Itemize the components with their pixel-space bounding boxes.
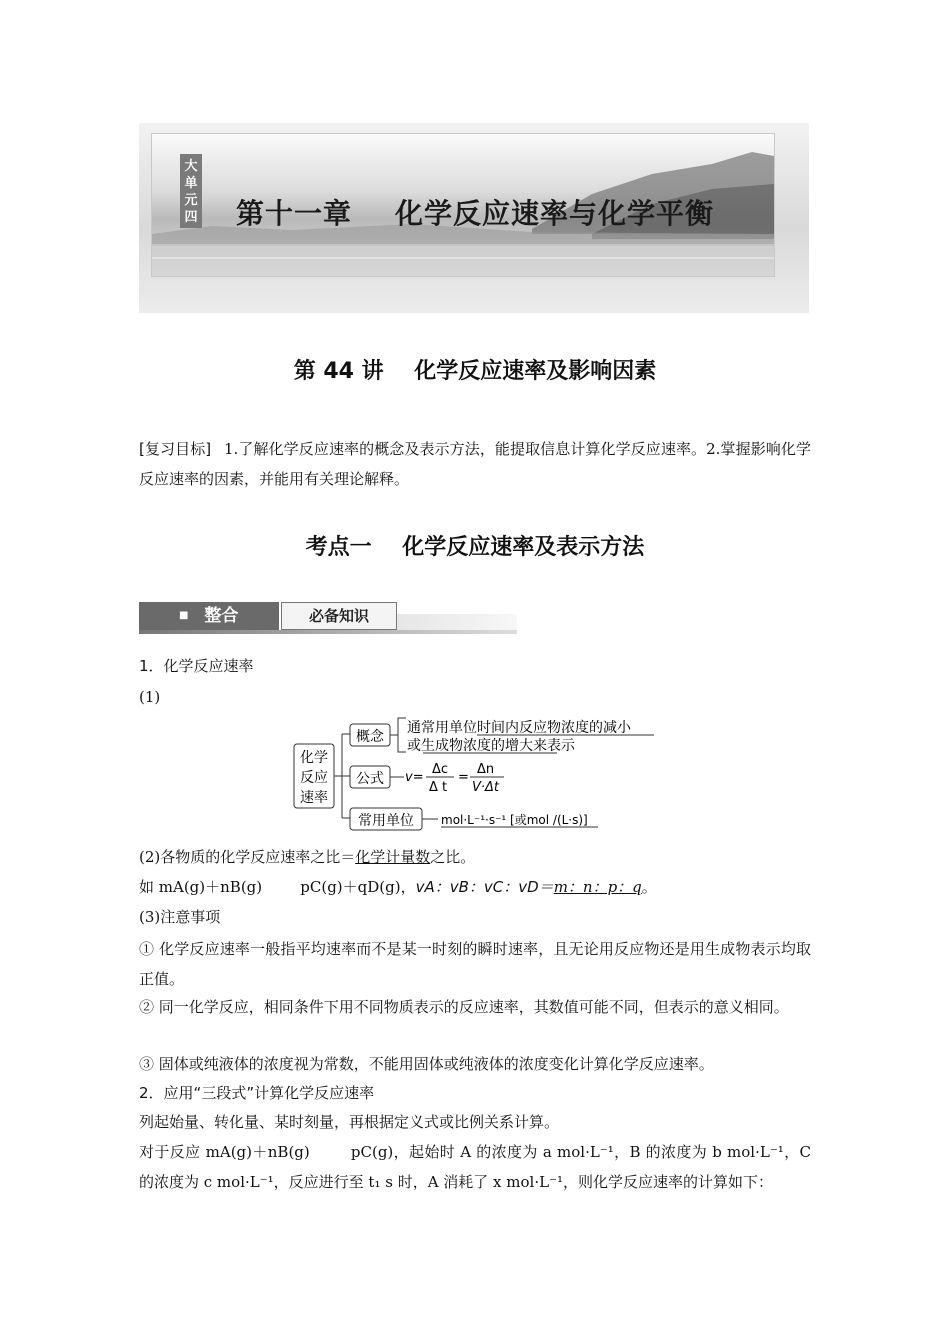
note-1: ① 化学反应速率一般指平均速率而不是某一时刻的瞬时速率，且无论用反应物还是用生成物表示均取正值。 bbox=[139, 940, 811, 988]
banner-landscape bbox=[151, 133, 775, 277]
formula-label: 公式 bbox=[356, 771, 384, 787]
unit-label: 常用单位 bbox=[358, 813, 414, 829]
item-2-example: 如 mA(g)＋nB(g) pC(g)＋qD(g)，vA：vB：vC：vD＝m：n：p：q。 bbox=[139, 878, 657, 896]
note-3: ③ 固体或纯液体的浓度视为常数，不能用固体或纯液体的浓度变化计算化学反应速率。 bbox=[139, 1055, 714, 1073]
root-line-2: 反应 bbox=[300, 770, 328, 786]
rate-concept-diagram bbox=[292, 716, 672, 834]
concept-text-1: 通常用单位时间内反应物浓度的减小 bbox=[407, 720, 631, 736]
formula-num-1: Δc bbox=[432, 762, 449, 777]
review-text: 1.了解化学反应速率的概念及表示方法，能提取信息计算化学反应速率。2.掌握影响化学反应速率的因素，并能用有关理论解释。 bbox=[139, 440, 811, 488]
item-3-label: (3)注意事项 bbox=[139, 908, 221, 926]
unit-text: mol·L⁻¹·s⁻¹ [或mol /(L·s)] bbox=[441, 813, 588, 827]
section-bar-primary: ■ 整合 bbox=[139, 602, 279, 630]
three-step-intro: 列起始量、转化量、某时刻量，再根据定义式或比例关系计算。 bbox=[139, 1113, 560, 1131]
review-goals bbox=[139, 434, 811, 494]
three-step-example: 对于反应 mA(g)＋nB(g) pC(g)，起始时 A 的浓度为 a mol·L⁻¹，B 的浓度为 b mol·L⁻¹，C 的浓度为 c mol·L⁻¹，反应进行至 t₁ s 时，A 消耗了 x mol·L⁻¹，则化学反应速率的计算如下： bbox=[139, 1143, 816, 1191]
section-title: 考点一 化学反应速率及表示方法 bbox=[305, 535, 645, 560]
item-2: (2)各物质的化学反应速率之比＝化学计量数之比。 bbox=[139, 848, 476, 866]
answer-stoich: 化学计量数 bbox=[355, 848, 431, 866]
section-bar bbox=[139, 602, 517, 634]
square-bullet-icon: ■ bbox=[179, 610, 189, 621]
formula-v: v= bbox=[405, 770, 424, 785]
formula-num-2: Δn bbox=[477, 762, 495, 777]
formula-den-2: V·Δt bbox=[472, 780, 500, 795]
formula-eq: = bbox=[458, 770, 469, 785]
formula-den-1: Δ t bbox=[429, 780, 448, 795]
chapter-title: 第十一章 化学反应速率与化学平衡 bbox=[236, 197, 714, 230]
root-line-3: 速率 bbox=[300, 790, 328, 806]
concept-label: 概念 bbox=[356, 729, 384, 745]
unit-tag: 大单元四 bbox=[180, 154, 202, 228]
answer-ratio: m：n：p：q bbox=[553, 878, 642, 896]
root-line-1: 化学 bbox=[300, 750, 328, 766]
heading-three-step: 2．应用“三段式”计算化学反应速率 bbox=[139, 1084, 375, 1102]
chapter-banner bbox=[139, 123, 809, 313]
note-2: ② 同一化学反应，相同条件下用不同物质表示的反应速率，其数值可能不同，但表示的意义相同。 bbox=[139, 998, 789, 1016]
concept-text-2: 或生成物浓度的增大来表示 bbox=[407, 738, 575, 754]
review-label: [复习目标] bbox=[139, 440, 212, 458]
lecture-title: 第 44 讲 化学反应速率及影响因素 bbox=[293, 359, 657, 384]
heading-rate: 1．化学反应速率 bbox=[139, 657, 254, 675]
item-1-label: (1) bbox=[139, 688, 161, 706]
section-bar-secondary: 必备知识 bbox=[281, 602, 397, 630]
